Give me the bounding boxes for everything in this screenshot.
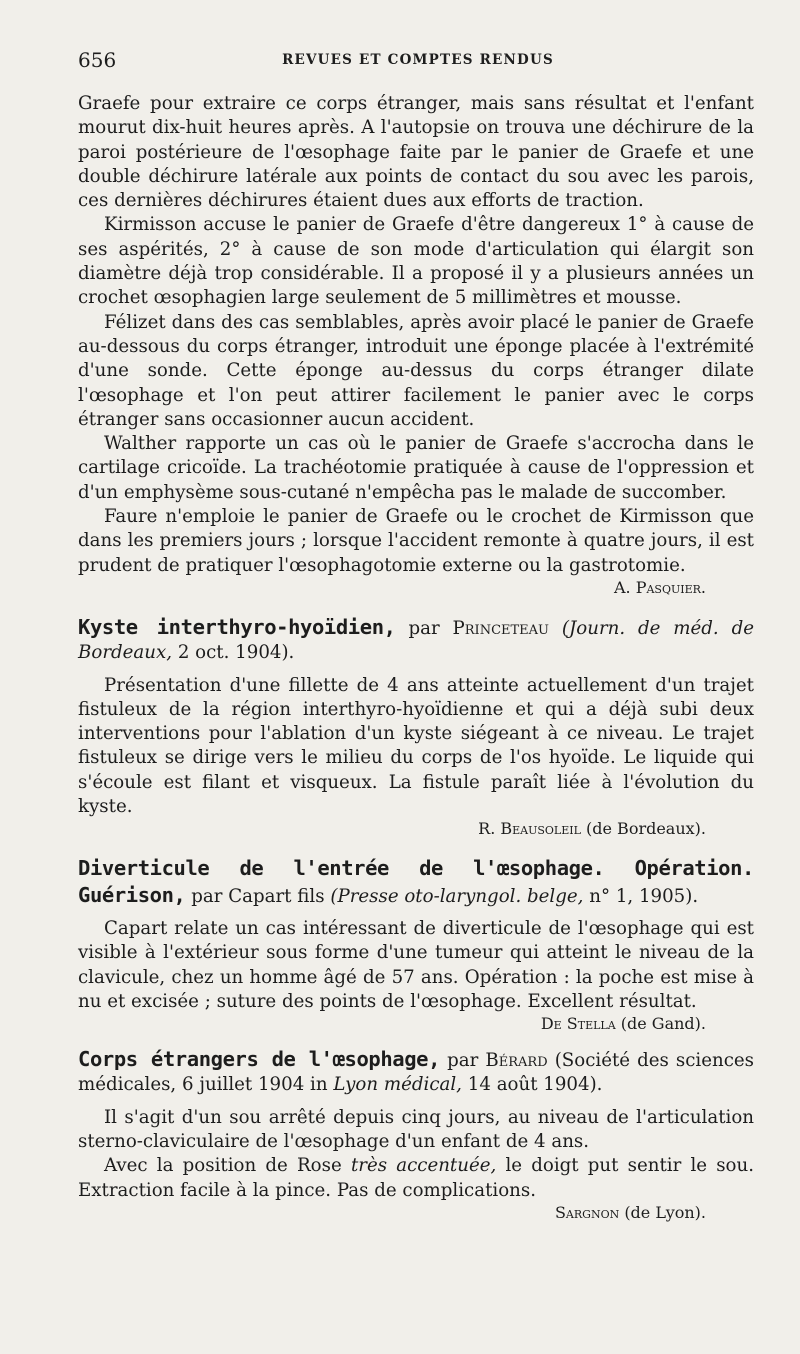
signature: A. Pasquier. <box>613 577 706 597</box>
article-title: Diverticule de l'entrée de l'œsophage. Opération. Guérison, <box>78 856 754 907</box>
date: 14 août 1904). <box>467 1074 603 1096</box>
signature: De Stella <box>540 1014 616 1034</box>
paragraph: Félizet dans des cas semblables, après avoir placé le panier de Graefe au-dessous du corps étranger, introduit une éponge placée à l'extrémité d'une sonde. Cette éponge au-dessus du corps étranger dilate l'œsophage et l'on peut attirer facilement le panier avec le corps étranger sans occasionner aucun accident. <box>78 311 754 430</box>
signature: R. Beausoleil <box>478 819 581 839</box>
signature-line <box>78 1014 754 1033</box>
journal: Lyon médical, <box>333 1074 462 1096</box>
paragraph: Faure n'emploie le panier de Graefe ou le crochet de Kirmisson que dans les premiers jours ; lorsque l'accident remonte à quatre jours, il est prudent de pratiquer l'œsophagotomie externe ou la gastrotomie. <box>78 506 754 576</box>
signature-place: (de Bordeaux). <box>586 819 706 839</box>
article-pasquier <box>78 92 754 597</box>
article-heading <box>78 615 754 666</box>
signature-place: (de Lyon). <box>624 1202 706 1222</box>
article-diverticule <box>78 856 754 1033</box>
article-kyste <box>78 615 754 838</box>
paragraph-part: le doigt put sentir le sou. Extraction facile à la pince. Pas de complications. <box>78 1155 754 1201</box>
paragraph: Il s'agit d'un sou arrêté depuis cinq jours, au niveau de l'articulation sterno-claviculaire de l'œsophage d'un enfant de 4 ans. <box>78 1106 754 1152</box>
article-corps-etrangers <box>78 1047 754 1222</box>
byline: par Capart fils <box>191 885 325 907</box>
byline-par: par <box>447 1050 479 1072</box>
source: (Journ. de méd. de Bordeaux, <box>78 617 754 664</box>
page-number: 656 <box>78 48 117 72</box>
date: n° 1, 1905). <box>589 885 699 907</box>
signature-line <box>78 1203 754 1222</box>
paragraph: Kirmisson accuse le panier de Graefe d'être dangereux 1° à cause de ses aspérités, 2° à cause de son mode d'articulation qui élargit son diamètre déjà trop considérable. Il a proposé il y a plusieurs années un crochet œsophagien large seulement de 5 millimètres et mousse. <box>78 214 754 309</box>
article-heading <box>78 856 754 909</box>
running-header <box>78 48 758 74</box>
paragraph: Capart relate un cas intéressant de diverticule de l'œsophage qui est visible à l'extérieur sous forme d'une tumeur qui atteint le niveau de la clavicule, chez un homme âgé de 57 ans. Opération : la poche est mise à nu et excisée ; suture des points de l'œsophage. Excellent résultat. <box>78 917 754 1012</box>
source: (Société des sciences médicales, 6 juillet 1904 in <box>78 1050 754 1096</box>
paragraph: Walther rapporte un cas où le panier de Graefe s'accrocha dans le cartilage cricoïde. La trachéotomie pratiquée à cause de l'oppression et d'un emphysème sous-cutané n'empêcha pas le malade de succomber. <box>78 433 754 503</box>
paragraph: Présentation d'une fillette de 4 ans atteinte actuellement d'un trajet fistuleux de la région interthyro-hyoïdienne et qui a déjà subi deux interventions pour l'ablation d'un kyste siégeant à ce niveau. Le trajet fistuleux se dirige vers le milieu du corps de l'os hyoïde. Le liquide qui s'écoule est filant et visqueux. La fistule paraît liée à l'évolution du kyste. <box>78 674 754 818</box>
article-title: Corps étrangers de l'œsophage, <box>78 1047 441 1072</box>
emphasis: très accentuée, <box>350 1155 497 1177</box>
signature-line <box>78 819 754 838</box>
signature-line <box>78 578 754 597</box>
date: 2 oct. 1904). <box>177 642 295 664</box>
paragraph-part: Avec la position de Rose <box>104 1155 342 1177</box>
article-title: Kyste interthyro-hyoïdien, <box>78 614 396 639</box>
article-heading <box>78 1047 754 1098</box>
paragraph: Graefe pour extraire ce corps étranger, mais sans résultat et l'enfant mourut dix-huit heures après. A l'autopsie on trouva une déchirure de la paroi postérieure de l'œsophage faite par le panier de Graefe et une double déchirure latérale aux points de contact du sou avec les parois, ces dernières déchirures étaient dues aux efforts de traction. <box>78 93 754 212</box>
running-title: REVUES ET COMPTES RENDUS <box>282 52 554 68</box>
paragraph <box>78 1154 754 1203</box>
signature: Sargnon <box>554 1202 620 1222</box>
signature-place: (de Gand). <box>620 1014 706 1034</box>
author: Bérard <box>485 1050 548 1072</box>
author: Princeteau <box>452 617 550 639</box>
source: (Presse oto-laryngol. belge, <box>330 885 584 907</box>
byline-par: par <box>408 617 440 639</box>
page-body <box>78 92 754 1222</box>
